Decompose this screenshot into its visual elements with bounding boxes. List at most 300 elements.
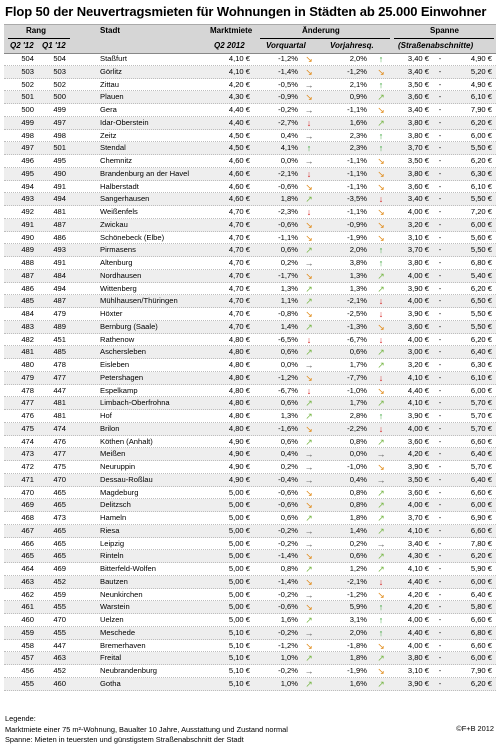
change-year: -7,7% (347, 372, 367, 382)
trend-arrow-year-icon: ↘ (377, 385, 385, 396)
city-name: Hameln (100, 513, 127, 522)
rank-q2: 500 (21, 105, 34, 114)
change-quarter: -1,7% (278, 270, 298, 280)
table-row (4, 385, 496, 398)
trend-arrow-quarter-icon: → (304, 627, 314, 638)
trend-arrow-quarter-icon: ↑ (306, 143, 312, 154)
trend-arrow-year-icon: ↗ (377, 525, 385, 536)
range-dash: - (438, 462, 442, 471)
rank-q2: 464 (21, 564, 34, 573)
trend-arrow-year-icon: ↓ (378, 334, 384, 345)
rank-q2: 459 (21, 627, 34, 637)
trend-arrow-quarter-icon: ↘ (305, 66, 313, 77)
header-rang: Rang (26, 26, 46, 35)
range-low: 3,60 € (407, 181, 429, 191)
change-quarter: -0,2% (278, 666, 298, 675)
range-low: 3,40 € (407, 66, 429, 76)
rank-q2: 482 (21, 334, 34, 344)
rank-q2: 478 (21, 385, 34, 395)
rank-q2: 470 (21, 487, 34, 497)
header-markt-sub: Q2 2012 (214, 41, 245, 50)
change-year: 0,8% (349, 436, 367, 446)
trend-arrow-quarter-icon: ↘ (305, 219, 313, 230)
market-rent: 5,10 € (228, 666, 250, 675)
rank-q2: 481 (21, 347, 34, 357)
range-low: 4,10 € (407, 525, 429, 535)
range-high: 6,00 € (470, 500, 492, 510)
rank-q1: 494 (53, 194, 66, 204)
market-rent: 4,40 € (228, 117, 250, 127)
market-rent: 4,90 € (228, 436, 250, 446)
change-quarter: 0,0% (280, 360, 298, 369)
change-quarter: 0,8% (280, 564, 298, 573)
table-row (4, 397, 496, 410)
rank-q1: 491 (53, 258, 66, 267)
trend-arrow-quarter-icon: → (304, 538, 314, 549)
trend-arrow-quarter-icon: ↓ (306, 207, 312, 217)
table-body (4, 53, 496, 691)
trend-arrow-quarter-icon: → (304, 105, 314, 115)
rank-q2: 495 (21, 168, 34, 178)
trend-arrow-quarter-icon: ↘ (305, 309, 313, 319)
rank-q1: 465 (53, 551, 66, 561)
trend-arrow-quarter-icon: ↓ (306, 168, 312, 179)
footer-line-2: Spanne: Mieten in teuersten und günstigstem Straßenabschnitt der Stadt (5, 735, 244, 744)
range-high: 5,70 € (470, 462, 492, 471)
change-year: -1,9% (347, 232, 367, 242)
trend-arrow-year-icon: ↑ (378, 143, 384, 154)
rank-q1: 474 (53, 423, 66, 433)
trend-arrow-quarter-icon: ↗ (305, 653, 313, 664)
market-rent: 5,10 € (228, 653, 250, 663)
trend-arrow-year-icon: ↗ (377, 347, 385, 358)
trend-arrow-quarter-icon: ↘ (305, 423, 313, 434)
rank-q2: 504 (21, 54, 34, 63)
page-title: Flop 50 der Neuvertragsmieten für Wohnungen in Städten ab 25.000 Einwohner (5, 4, 487, 19)
rank-q1: 477 (53, 449, 66, 459)
rank-q2: 473 (21, 449, 34, 459)
range-low: 3,90 € (407, 309, 429, 318)
range-low: 3,90 € (407, 678, 429, 688)
header-stadt: Stadt (100, 26, 120, 35)
city-name: Pirmasens (100, 245, 136, 255)
change-quarter: 1,0% (280, 653, 298, 663)
range-high: 4,90 € (470, 54, 492, 63)
range-dash: - (438, 168, 442, 178)
range-high: 6,90 € (470, 513, 492, 522)
trend-arrow-quarter-icon: ↓ (306, 117, 312, 128)
change-year: 3,8% (349, 258, 367, 267)
table-row (4, 219, 496, 232)
change-year: 0,8% (349, 500, 367, 510)
market-rent: 4,80 € (228, 385, 250, 395)
range-low: 4,20 € (407, 589, 429, 599)
rank-q2: 487 (21, 270, 34, 280)
range-low: 4,00 € (407, 423, 429, 433)
table-row (4, 53, 496, 66)
range-high: 5,50 € (470, 143, 492, 153)
change-quarter: -6,5% (278, 334, 298, 344)
trend-arrow-year-icon: ↘ (377, 321, 385, 332)
trend-arrow-year-icon: ↘ (377, 66, 385, 77)
rank-q2: 479 (21, 372, 34, 382)
trend-arrow-quarter-icon: → (304, 79, 314, 90)
trend-arrow-quarter-icon: → (304, 449, 314, 460)
range-dash: - (438, 296, 442, 306)
rank-q1: 447 (53, 385, 66, 395)
range-low: 3,70 € (407, 245, 429, 255)
change-year: -1,1% (347, 156, 367, 165)
change-year: 1,8% (349, 653, 367, 663)
range-low: 4,00 € (407, 615, 429, 624)
city-name: Chemnitz (100, 156, 133, 165)
change-quarter: -2,7% (278, 117, 298, 127)
change-year: -2,2% (347, 423, 367, 433)
change-quarter: -0,2% (278, 538, 298, 548)
market-rent: 4,20 € (228, 79, 250, 89)
rank-q1: 481 (53, 207, 66, 216)
table-row (4, 232, 496, 245)
range-low: 4,40 € (407, 385, 429, 395)
range-dash: - (438, 232, 442, 242)
table-row (4, 359, 496, 372)
range-high: 7,90 € (470, 666, 492, 675)
rank-q2: 476 (21, 411, 34, 420)
range-dash: - (438, 513, 442, 522)
trend-arrow-quarter-icon: → (304, 156, 314, 166)
table-row (4, 550, 496, 563)
rank-q1: 452 (53, 666, 66, 675)
trend-arrow-year-icon: ↘ (377, 640, 385, 651)
change-quarter: -6,7% (278, 385, 298, 395)
range-dash: - (438, 334, 442, 344)
market-rent: 4,60 € (228, 156, 250, 165)
table-row (4, 206, 496, 219)
header-q2: Q2 '12 (10, 41, 34, 50)
change-quarter: 1,4% (280, 321, 298, 331)
table-row (4, 487, 496, 500)
range-dash: - (438, 270, 442, 280)
trend-arrow-quarter-icon: ↘ (305, 92, 313, 103)
trend-arrow-quarter-icon: ↗ (305, 564, 313, 574)
range-high: 5,70 € (470, 411, 492, 420)
city-name: Eisleben (100, 360, 130, 369)
rank-q1: 493 (53, 245, 66, 255)
rank-q1: 447 (53, 640, 66, 650)
rank-q2: 466 (21, 538, 34, 548)
trend-arrow-year-icon: ↓ (378, 309, 384, 319)
range-high: 5,60 € (470, 232, 492, 242)
city-name: Bernburg (Saale) (100, 321, 158, 331)
rank-q1: 495 (53, 156, 66, 165)
table-row (4, 678, 496, 691)
change-quarter: -2,1% (278, 168, 298, 178)
range-high: 6,00 € (470, 653, 492, 663)
trend-arrow-year-icon: ↘ (377, 666, 385, 676)
trend-arrow-year-icon: ↗ (377, 513, 385, 523)
rank-q2: 489 (21, 245, 34, 255)
market-rent: 5,10 € (228, 627, 250, 637)
range-dash: - (438, 219, 442, 229)
change-year: 2,3% (349, 130, 367, 140)
table-row (4, 66, 496, 79)
city-name: Meschede (100, 627, 136, 637)
change-quarter: 1,3% (280, 283, 298, 293)
range-high: 7,80 € (470, 538, 492, 548)
change-quarter: -0,2% (278, 627, 298, 637)
range-dash: - (438, 602, 442, 612)
trend-arrow-quarter-icon: ↗ (305, 283, 313, 294)
range-low: 3,50 € (407, 156, 429, 165)
rank-q2: 503 (21, 66, 34, 76)
range-dash: - (438, 589, 442, 599)
trend-arrow-quarter-icon: ↘ (305, 576, 313, 587)
city-name: Stendal (100, 143, 126, 153)
rank-q1: 487 (53, 219, 66, 229)
market-rent: 4,80 € (228, 398, 250, 408)
market-rent: 4,70 € (228, 258, 250, 267)
table-row (4, 423, 496, 436)
range-low: 3,70 € (407, 143, 429, 153)
rank-q1: 502 (53, 79, 66, 89)
range-high: 6,40 € (470, 347, 492, 357)
city-name: Uelzen (100, 615, 124, 624)
rank-q2: 455 (21, 678, 34, 688)
rank-q1: 465 (53, 538, 66, 548)
table-row (4, 155, 496, 168)
market-rent: 4,50 € (228, 143, 250, 153)
range-high: 7,90 € (470, 105, 492, 114)
change-quarter: -0,2% (278, 525, 298, 535)
market-rent: 4,70 € (228, 309, 250, 318)
city-name: Zittau (100, 79, 119, 89)
range-dash: - (438, 564, 442, 573)
city-name: Mühlhausen/Thüringen (100, 296, 178, 306)
table-row (4, 474, 496, 487)
trend-arrow-quarter-icon: → (304, 462, 314, 472)
range-dash: - (438, 500, 442, 510)
market-rent: 4,70 € (228, 219, 250, 229)
range-high: 6,20 € (470, 678, 492, 688)
table-row (4, 448, 496, 461)
rank-q1: 470 (53, 474, 66, 484)
change-quarter: 1,0% (280, 678, 298, 688)
change-quarter: 0,2% (280, 258, 298, 267)
range-dash: - (438, 309, 442, 318)
range-low: 3,10 € (407, 232, 429, 242)
city-name: Staßfurt (100, 54, 128, 63)
trend-arrow-year-icon: ↑ (378, 615, 384, 625)
range-dash: - (438, 258, 442, 267)
rank-q2: 483 (21, 321, 34, 331)
range-dash: - (438, 640, 442, 650)
change-quarter: -0,4% (278, 474, 298, 484)
change-year: -6,7% (347, 334, 367, 344)
range-high: 7,20 € (470, 207, 492, 216)
market-rent: 4,70 € (228, 232, 250, 242)
rank-q1: 487 (53, 296, 66, 306)
rank-q2: 498 (21, 130, 34, 140)
change-year: -1,1% (347, 207, 367, 216)
change-quarter: 1,8% (280, 194, 298, 204)
change-year: 1,6% (349, 678, 367, 688)
change-quarter: -0,6% (278, 602, 298, 612)
trend-arrow-year-icon: ↘ (377, 105, 385, 115)
trend-arrow-year-icon: ↗ (377, 678, 385, 689)
trend-arrow-quarter-icon: ↘ (305, 270, 313, 281)
range-dash: - (438, 411, 442, 420)
change-year: 0,2% (349, 538, 367, 548)
range-dash: - (438, 398, 442, 408)
range-dash: - (438, 79, 442, 89)
range-high: 5,70 € (470, 423, 492, 433)
table-row (4, 512, 496, 525)
change-quarter: 0,4% (280, 130, 298, 140)
rank-q1: 459 (53, 589, 66, 599)
rank-q2: 499 (21, 117, 34, 127)
range-high: 5,70 € (470, 398, 492, 408)
trend-arrow-quarter-icon: ↘ (305, 54, 313, 64)
range-dash: - (438, 92, 442, 102)
table-row (4, 142, 496, 155)
rank-q1: 490 (53, 168, 66, 178)
rank-q2: 490 (21, 232, 34, 242)
trend-arrow-quarter-icon: ↗ (305, 194, 313, 205)
trend-arrow-quarter-icon: ↗ (305, 245, 313, 256)
trend-arrow-year-icon: ↘ (377, 168, 385, 179)
range-low: 3,00 € (407, 347, 429, 357)
range-dash: - (438, 666, 442, 675)
range-dash: - (438, 54, 442, 63)
range-low: 4,10 € (407, 398, 429, 408)
rank-q1: 465 (53, 487, 66, 497)
table-row (4, 257, 496, 270)
trend-arrow-quarter-icon: ↗ (305, 678, 313, 689)
trend-arrow-year-icon: ↘ (377, 589, 385, 600)
trend-arrow-quarter-icon: → (304, 525, 314, 536)
city-name: Dessau-Roßlau (100, 474, 153, 484)
range-dash: - (438, 615, 442, 624)
city-name: Gera (100, 105, 117, 114)
trend-arrow-year-icon: ↘ (377, 219, 385, 230)
market-rent: 4,50 € (228, 130, 250, 140)
trend-arrow-quarter-icon: → (304, 130, 314, 141)
city-name: Petershagen (100, 372, 144, 382)
change-year: 5,9% (349, 602, 367, 612)
range-low: 3,50 € (407, 79, 429, 89)
city-name: Wittenberg (100, 283, 137, 293)
change-quarter: -1,6% (278, 423, 298, 433)
range-high: 6,60 € (470, 525, 492, 535)
market-rent: 4,80 € (228, 411, 250, 420)
rank-q2: 458 (21, 640, 34, 650)
rank-q1: 484 (53, 270, 66, 280)
range-high: 6,40 € (470, 474, 492, 484)
trend-arrow-year-icon: ↑ (378, 602, 384, 613)
change-year: 2,0% (349, 627, 367, 637)
trend-arrow-year-icon: ↘ (377, 181, 385, 192)
market-rent: 5,10 € (228, 640, 250, 650)
range-low: 3,80 € (407, 653, 429, 663)
city-name: Delitzsch (100, 500, 131, 510)
rank-q1: 451 (53, 334, 66, 344)
footer-legend: Legende: (5, 714, 36, 723)
rank-q1: 494 (53, 283, 66, 293)
table-row (4, 79, 496, 92)
city-name: Warstein (100, 602, 130, 612)
city-name: Idar-Oberstein (100, 117, 149, 127)
trend-arrow-year-icon: ↗ (377, 551, 385, 562)
rank-q2: 465 (21, 551, 34, 561)
change-year: 0,8% (349, 487, 367, 497)
range-dash: - (438, 181, 442, 191)
range-high: 6,60 € (470, 436, 492, 446)
market-rent: 4,90 € (228, 462, 250, 471)
range-low: 3,60 € (407, 92, 429, 102)
change-year: 0,6% (349, 551, 367, 561)
change-quarter: -2,3% (278, 207, 298, 216)
range-low: 4,00 € (407, 296, 429, 306)
city-name: Hof (100, 411, 112, 420)
range-dash: - (438, 156, 442, 165)
market-rent: 4,60 € (228, 181, 250, 191)
header-marktmiete: Marktmiete (210, 26, 253, 35)
trend-arrow-year-icon: ↑ (378, 54, 384, 64)
change-year: -2,1% (347, 296, 367, 306)
city-name: Görlitz (100, 66, 122, 76)
range-low: 4,00 € (407, 640, 429, 650)
table-row (4, 627, 496, 640)
range-high: 6,00 € (470, 130, 492, 140)
range-high: 4,90 € (470, 79, 492, 89)
table-row (4, 91, 496, 104)
range-high: 6,20 € (470, 283, 492, 293)
change-quarter: -1,2% (278, 640, 298, 650)
trend-arrow-quarter-icon: ↘ (305, 551, 313, 562)
range-low: 4,10 € (407, 564, 429, 573)
trend-arrow-quarter-icon: → (304, 258, 314, 268)
range-dash: - (438, 576, 442, 586)
city-name: Köthen (Anhalt) (100, 436, 153, 446)
city-name: Freital (100, 653, 122, 663)
rank-q1: 485 (53, 347, 66, 357)
range-dash: - (438, 627, 442, 637)
range-high: 6,20 € (470, 551, 492, 561)
change-year: -1,9% (347, 666, 367, 675)
table-row (4, 652, 496, 665)
trend-arrow-year-icon: → (376, 538, 386, 549)
market-rent: 5,00 € (228, 589, 250, 599)
table-row (4, 614, 496, 627)
city-name: Schönebeck (Elbe) (100, 232, 165, 242)
rank-q2: 463 (21, 576, 34, 586)
range-low: 3,80 € (407, 117, 429, 127)
table-row (4, 130, 496, 143)
city-name: Bautzen (100, 576, 128, 586)
change-quarter: -1,4% (278, 551, 298, 561)
market-rent: 5,00 € (228, 564, 250, 573)
table-row (4, 525, 496, 538)
range-high: 6,40 € (470, 449, 492, 459)
range-dash: - (438, 538, 442, 548)
market-rent: 5,00 € (228, 551, 250, 561)
trend-arrow-year-icon: → (376, 449, 386, 460)
rank-q1: 491 (53, 181, 66, 191)
city-name: Aschersleben (100, 347, 147, 357)
rank-q2: 462 (21, 589, 34, 599)
change-quarter: 1,3% (280, 411, 298, 420)
change-quarter: -1,2% (278, 54, 298, 63)
